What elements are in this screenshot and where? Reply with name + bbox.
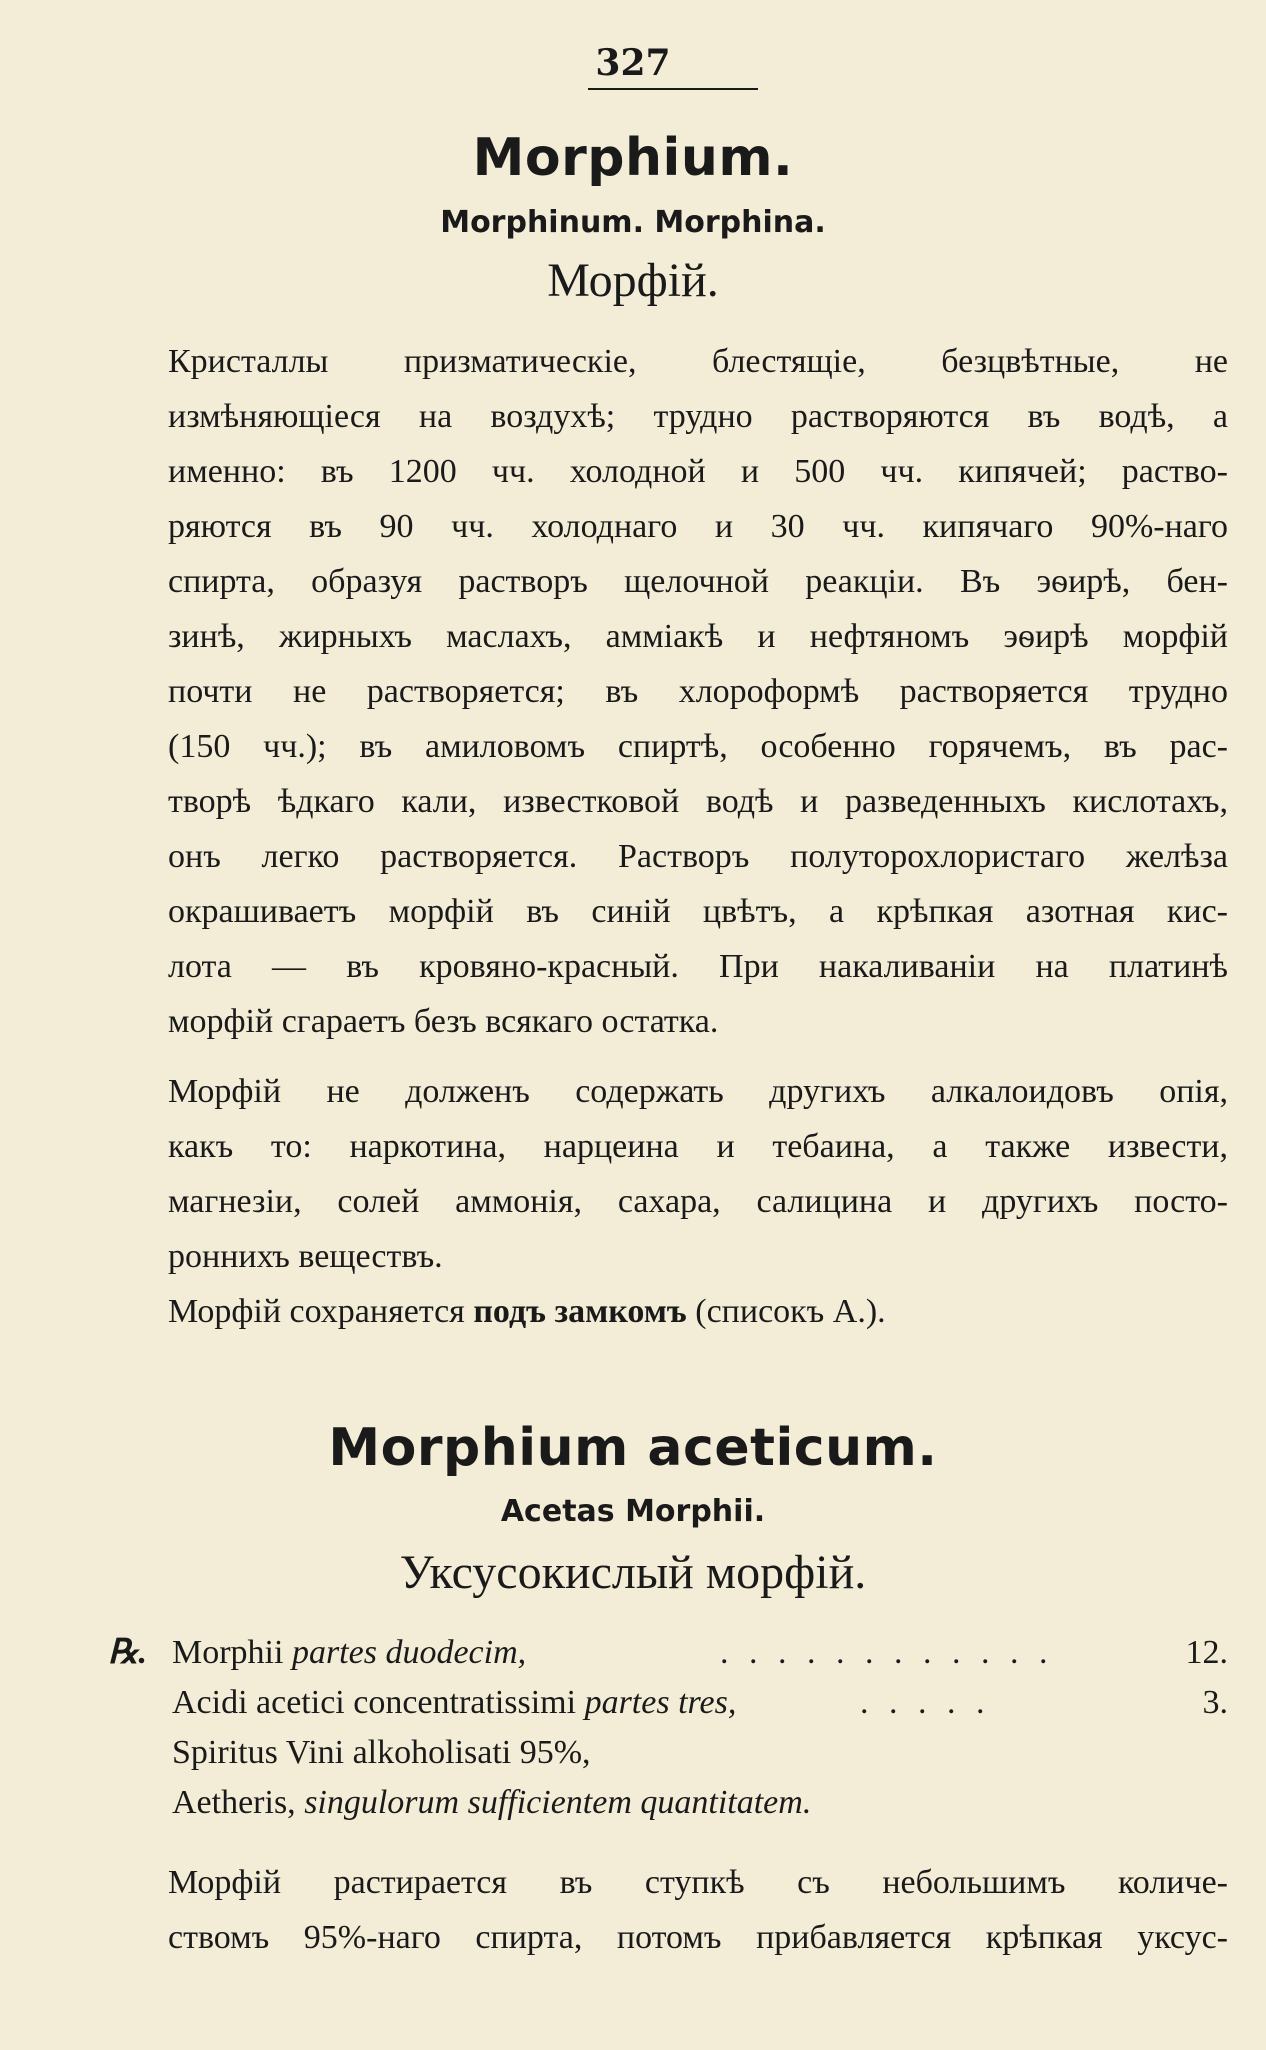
recipe-ingredient (172, 1728, 591, 1778)
recipe-row (108, 1728, 1228, 1778)
text-line: онъ легко растворяется. Растворъ полуторохлористаго желѣза (168, 838, 1228, 875)
recipe-ingredient (172, 1678, 736, 1728)
text-line: окрашиваетъ морфій въ синій цвѣтъ, а крѣпкая азотная кис- (168, 893, 1228, 930)
recipe-ingredient (172, 1628, 526, 1678)
rx-symbol: ℞. (108, 1634, 147, 1671)
preparation-paragraph (168, 1855, 1228, 1965)
text-line: творѣ ѣдкаго кали, известковой водѣ и разведенныхъ кислотахъ, (168, 783, 1228, 820)
storage-text-suffix: (списокъ А.). (686, 1293, 886, 1330)
ingredient-amount-text: partes duodecim, (291, 1634, 527, 1671)
text-line: ствомъ 95%-наго спирта, потомъ прибавляется крѣпкая уксус- (168, 1919, 1228, 1956)
purity-paragraph (168, 1064, 1228, 1284)
text-line: почти не растворяется; въ хлороформѣ растворяется трудно (168, 673, 1228, 710)
text-line: (150 чч.); въ амиловомъ спиртѣ, особенно горячемъ, въ рас- (168, 728, 1228, 765)
ingredient-name: Aetheris, (172, 1784, 305, 1821)
text-line: Морфій не долженъ содержать другихъ алкалоидовъ опія, (168, 1073, 1228, 1110)
ingredient-name: Morphii (172, 1634, 292, 1671)
section2-title-russian: Уксусокислый морфій. (399, 1546, 867, 1599)
recipe-row (108, 1778, 1228, 1828)
text-line: лота — въ кровяно-красный. При накаливаніи на платинѣ (168, 948, 1228, 985)
section2-synonym-latin: Acetas Morphii. (500, 1494, 766, 1529)
text-line: Морфій растирается въ ступкѣ съ небольшимъ количе- (168, 1864, 1228, 1901)
page-number: 327 (595, 42, 671, 84)
ingredient-quantity: 12. (1185, 1634, 1228, 1671)
ingredient-quantity: 3. (1202, 1684, 1228, 1721)
ingredient-name: Spiritus Vini alkoholisati 95%, (172, 1734, 591, 1771)
text-line: измѣняющіеся на воздухѣ; трудно растворяются въ водѣ, а (168, 398, 1228, 435)
text-line: морфій сгараетъ безъ всякаго остатка. (168, 1003, 719, 1040)
text-line: именно: въ 1200 чч. холодной и 500 чч. кипячей; раство- (168, 453, 1228, 490)
text-line: роннихъ веществъ. (168, 1238, 443, 1275)
storage-paragraph (168, 1284, 1228, 1339)
text-line: какъ то: наркотина, нарцеина и тебаина, а также извести, (168, 1128, 1228, 1165)
ingredient-name: Acidi acetici concentratissimi (172, 1684, 585, 1721)
text-line: зинѣ, жирныхъ маслахъ, амміакѣ и нефтяномъ эѳирѣ морфій (168, 618, 1228, 655)
storage-text-bold: подъ замкомъ (473, 1293, 687, 1330)
recipe-row (108, 1628, 1228, 1678)
section-synonyms-latin: Morphinum. Morphina. (440, 205, 826, 240)
section-title-russian: Морфій. (547, 254, 719, 307)
leader-dots: . . . . . (860, 1684, 991, 1721)
description-paragraph (168, 334, 1228, 1049)
ingredient-amount-text: partes tres, (584, 1684, 737, 1721)
recipe-ingredient (172, 1778, 811, 1828)
leader-dots: . . . . . . . . . . . . (720, 1634, 1054, 1671)
section2-title-latin: Morphium aceticum. (328, 1418, 938, 1478)
section-title-latin: Morphium. (472, 128, 794, 188)
text-line: ряются въ 90 чч. холоднаго и 30 чч. кипячаго 90%-наго (168, 508, 1228, 545)
text-line: магнезіи, солей аммонія, сахара, салицина и другихъ посто- (168, 1183, 1228, 1220)
ingredient-amount-text: singulorum sufficientem quantitatem. (304, 1784, 812, 1821)
text-line: спирта, образуя растворъ щелочной реакціи. Въ эѳирѣ, бен- (168, 563, 1228, 600)
storage-text-prefix: Морфій сохраняется (168, 1293, 474, 1330)
text-line: Кристаллы призматическіе, блестящіе, безцвѣтные, не (168, 343, 1228, 380)
header-rule (588, 88, 758, 90)
recipe-block (108, 1628, 1228, 1828)
recipe-row (108, 1678, 1228, 1728)
